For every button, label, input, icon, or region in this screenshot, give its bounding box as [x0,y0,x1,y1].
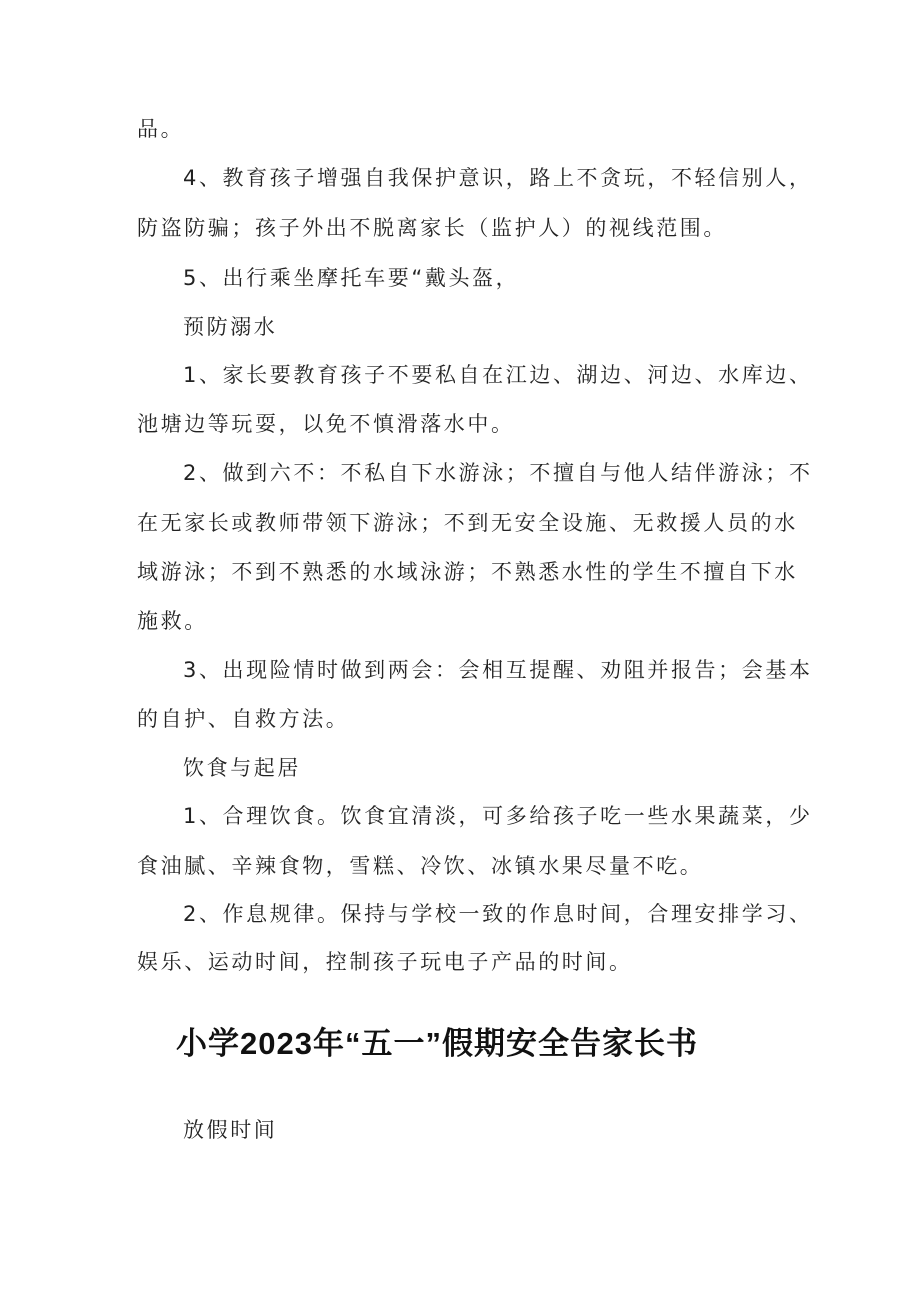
paragraph-line: 1、合理饮食。饮食宜清淡，可多给孩子吃一些水果蔬菜，少 [183,804,813,828]
paragraph-line: 5、出行乘坐摩托车要“戴头盔， [183,266,520,290]
paragraph-line: 在无家长或教师带领下游泳；不到无安全设施、无救援人员的水 [137,511,798,535]
paragraph-line: 施救。 [137,609,208,633]
paragraph-line: 品。 [137,117,185,141]
paragraph-line: 1、家长要教育孩子不要私自在江边、湖边、河边、水库边、 [183,363,813,387]
paragraph-line: 域游泳；不到不熟悉的水域泳游；不熟悉水性的学生不擅自下水 [137,560,798,584]
paragraph-line: 2、做到六不：不私自下水游泳；不擅自与他人结伴游泳；不 [183,461,813,485]
paragraph-line: 4、教育孩子增强自我保护意识，路上不贪玩，不轻信别人， [183,166,813,190]
section-heading-holiday-time: 放假时间 [183,1118,278,1142]
paragraph-line: 2、作息规律。保持与学校一致的作息时间，合理安排学习、 [183,902,813,926]
paragraph-line: 池塘边等玩耍，以免不慎滑落水中。 [137,412,515,436]
paragraph-line: 的自护、自救方法。 [137,707,350,731]
paragraph-line: 娱乐、运动时间，控制孩子玩电子产品的时间。 [137,950,633,974]
paragraph-line: 食油腻、辛辣食物，雪糕、冷饮、冰镇水果尽量不吃。 [137,854,704,878]
paragraph-line: 防盗防骗；孩子外出不脱离家长（监护人）的视线范围。 [137,216,727,240]
paragraph-line: 3、出现险情时做到两会：会相互提醒、劝阻并报告；会基本 [183,658,813,682]
document-title: 小学2023年“五一”假期安全告家长书 [176,1026,698,1061]
section-heading-diet: 饮食与起居 [183,756,301,780]
section-heading-drowning: 预防溺水 [183,315,278,339]
